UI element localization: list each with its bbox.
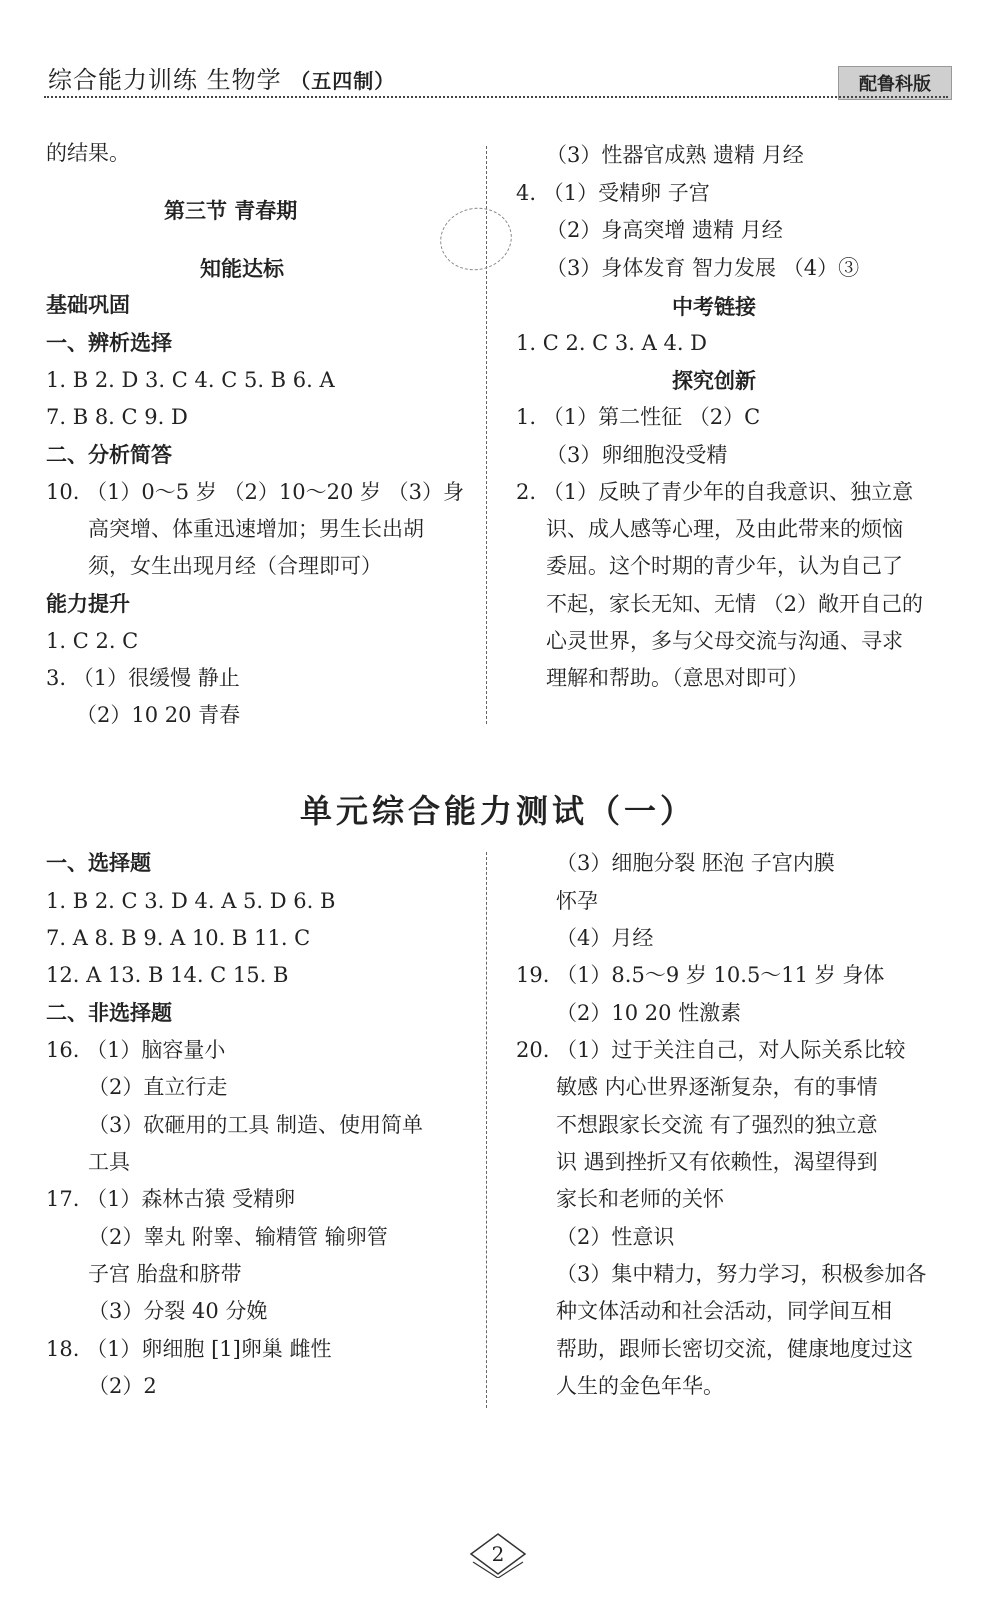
sub-heading: 探究创新 [672,369,756,393]
part-heading: 二、分析简答 [46,443,172,467]
answer-line: 20. （1）过于关注自己，对人际关系比较 [516,1038,906,1062]
edition-badge: 配鲁科版 [838,66,952,100]
sub-heading: 中考链接 [672,295,756,319]
answer-line: 高突增、体重迅速增加；男生长出胡 [88,517,424,541]
sub-heading: 知能达标 [200,257,284,281]
answer-line: （2）身高突增 遗精 月经 [546,218,783,242]
answer-line: 16. （1）脑容量小 [46,1038,226,1062]
answer-line: （2）性意识 [556,1225,675,1249]
answer-line: （2）睾丸 附睾、输精管 输卵管 [88,1225,388,1249]
answer-line: 3. （1）很缓慢 静止 [46,666,240,690]
answer-line: 1. B 2. C 3. D 4. A 5. D 6. B [46,889,336,913]
book-title-text: 综合能力训练 生物学 [48,66,282,94]
part-heading: 二、非选择题 [46,1001,172,1025]
answer-line: 委屈。这个时期的青少年，认为自己了 [546,554,903,578]
answer-line: （2）2 [88,1374,157,1398]
answer-line: 工具 [88,1150,130,1174]
answer-line: （3）砍砸用的工具 制造、使用简单 [88,1113,424,1137]
answer-line: 种文体活动和社会活动，同学间互相 [556,1299,892,1323]
category-heading: 基础巩固 [46,293,130,317]
answer-line: 1. B 2. D 3. C 4. C 5. B 6. A [46,368,335,392]
answer-line: （4）月经 [556,926,654,950]
answer-line: 19. （1）8.5～9 岁 10.5～11 岁 身体 [516,963,885,987]
answer-line: （2）直立行走 [88,1075,228,1099]
column-divider-bottom [486,852,487,1408]
answer-line: 4. （1）受精卵 子宫 [516,181,710,205]
answer-line: 17. （1）森林古猿 受精卵 [46,1187,296,1211]
answer-line: （2）10 20 青春 [76,703,241,727]
answer-line: 子宫 胎盘和脐带 [88,1262,242,1286]
answer-line: （2）10 20 性激素 [556,1001,742,1025]
book-title [48,60,395,95]
answer-line: （3）卵细胞没受精 [546,443,728,467]
answer-line: 不起，家长无知、无情 （2）敞开自己的 [546,592,924,616]
answer-line: 帮助，跟师长密切交流，健康地度过这 [556,1337,913,1361]
answer-line: 10. （1）0～5 岁 （2）10～20 岁 （3）身 [46,480,465,504]
part-heading: 一、辨析选择 [46,331,172,355]
answer-line: 家长和老师的关怀 [556,1187,724,1211]
answer-line: 心灵世界，多与父母交流与沟通、寻求 [546,629,903,653]
answer-line: （3）分裂 40 分娩 [88,1299,268,1323]
answer-line: 识 遇到挫折又有依赖性，渴望得到 [556,1150,878,1174]
answer-line: 识、成人感等心理，及由此带来的烦恼 [546,517,903,541]
answer-line: 怀孕 [556,889,598,913]
answer-line: 12. A 13. B 14. C 15. B [46,963,289,987]
edition-text: （五四制） [290,69,396,93]
answer-line: 2. （1）反映了青少年的自我意识、独立意 [516,480,914,504]
answer-line: 须，女生出现月经（合理即可） [88,554,382,578]
answer-line: 7. A 8. B 9. A 10. B 11. C [46,926,311,950]
answer-line: 不想跟家长交流 有了强烈的独立意 [556,1113,878,1137]
answer-line: （3）身体发育 智力发展 （4）③ [546,256,860,280]
answer-line: （3）细胞分裂 胚泡 子宫内膜 [556,851,835,875]
answer-line: 敏感 内心世界逐渐复杂，有的事情 [556,1075,878,1099]
category-heading: 能力提升 [46,592,130,616]
header-divider [44,96,948,98]
page-number-text: 2 [491,1542,505,1566]
answer-line: 18. （1）卵细胞 [1]卵巢 雌性 [46,1337,332,1361]
part-heading: 一、选择题 [46,851,151,875]
text-line: 的结果。 [46,141,130,165]
answer-line: 人生的金色年华。 [556,1374,724,1398]
unit-title: 单元综合能力测试（一） [299,792,696,830]
answer-line: 1. （1）第二性征 （2）C [516,405,761,429]
stamp-mark [434,201,517,277]
answer-line: 1. C 2. C 3. A 4. D [516,331,708,355]
answer-line: 7. B 8. C 9. D [46,405,188,429]
answer-line: 1. C 2. C [46,629,139,653]
page-number [467,1532,529,1578]
answer-line: （3）集中精力，努力学习，积极参加各 [556,1262,927,1286]
answer-line: （3）性器官成熟 遗精 月经 [546,143,804,167]
section-heading: 第三节 青春期 [164,199,298,223]
answer-line: 理解和帮助。（意思对即可） [546,666,809,690]
